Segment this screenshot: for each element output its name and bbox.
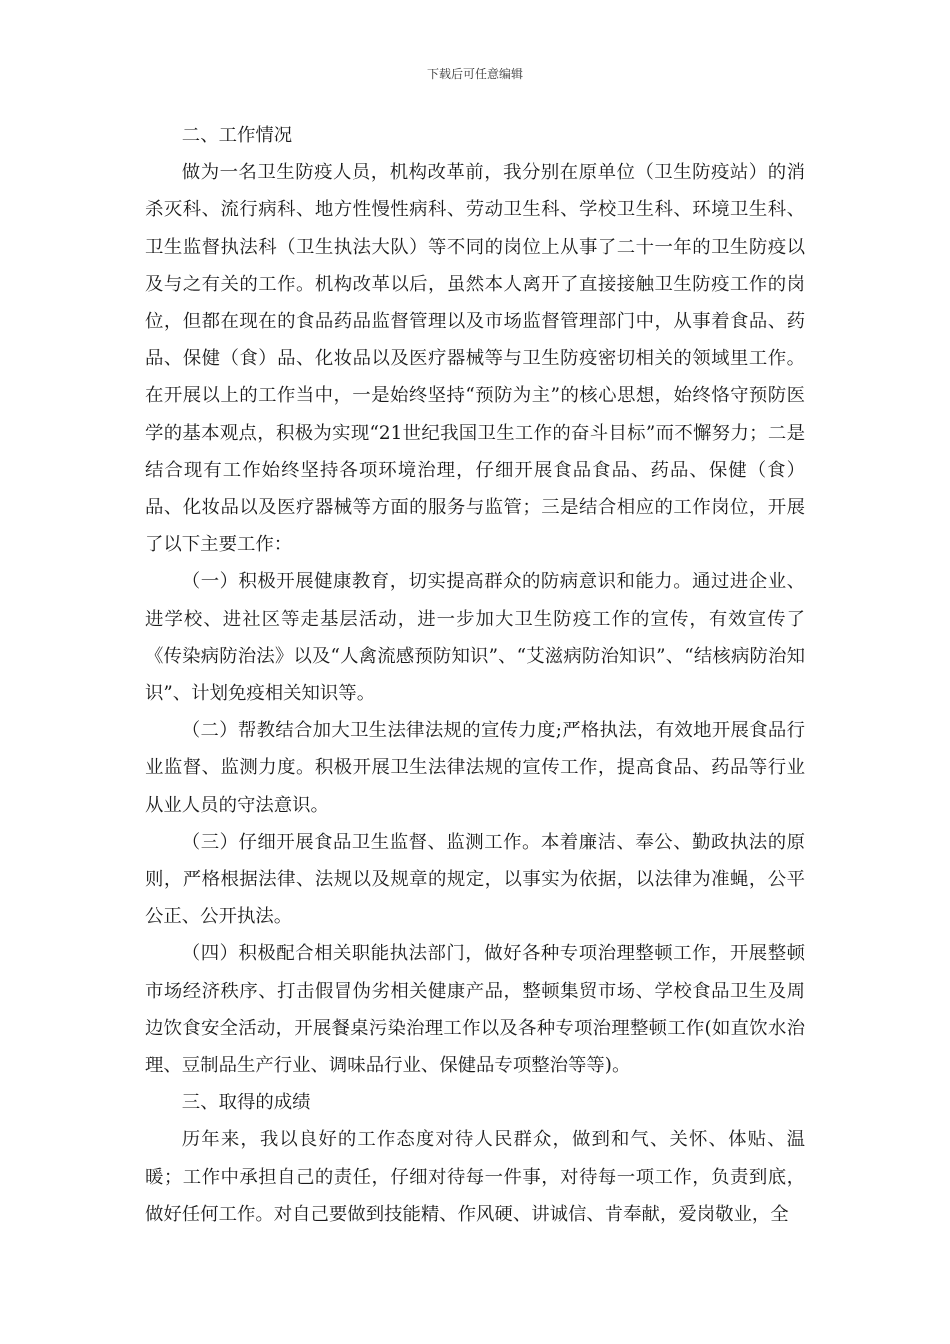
paragraph: 历年来，我以良好的工作态度对待人民群众，做到和气、关怀、体贴、温暖；工作中承担自己的责任，仔细对待每一件事，对待每一项工作，负责到底，做好任何工作。对自己要做到技能精、作风硬、讲诚信、肯奉献，爱岗敬业，全: [145, 1129, 805, 1225]
paragraph: （二）帮教结合加大卫生法律法规的宣传力度;严格执法，有效地开展食品行业监督、监测力度。积极开展卫生法律法规的宣传工作，提高食品、药品等行业从业人员的守法意识。: [145, 720, 805, 816]
document-body: [145, 117, 805, 1233]
paragraph: （四）积极配合相关职能执法部门，做好各种专项治理整顿工作，开展整顿市场经济秩序、打击假冒伪劣相关健康产品，整顿集贸市场、学校食品卫生及周边饮食安全活动，开展餐桌污染治理工作以及各种专项治理整顿工作(如直饮水治理、豆制品生产行业、调味品行业、保健品专项整治等等)。: [145, 943, 805, 1077]
section-heading: 三、取得的成绩: [181, 1092, 311, 1114]
paragraph: 做为一名卫生防疫人员，机构改革前，我分别在原单位（卫生防疫站）的消杀灭科、流行病科、地方性慢性病科、劳动卫生科、学校卫生科、环境卫生科、卫生监督执法科（卫生执法大队）等不同的岗位上从事了二十一年的卫生防疫以及与之有关的工作。机构改革以后，虽然本人离开了直接接触卫生防疫工作的岗位，但都在现在的食品药品监督管理以及市场监督管理部门中，从事着食品、药品、保健（食）品、化妆品以及医疗器械等与卫生防疫密切相关的领域里工作。在开展以上的工作当中，一是始终坚持“预防为主”的核心思想，始终恪守预防医学的基本观点，积极为实现“21世纪我国卫生工作的奋斗目标”而不懈努力；二是结合现有工作始终坚持各项环境治理，仔细开展食品食品、药品、保健（食）品、化妆品以及医疗器械等方面的服务与监管；三是结合相应的工作岗位，开展了以下主要工作：: [145, 162, 805, 556]
page-header: 下载后可任意编辑: [426, 67, 523, 81]
paragraph: （三）仔细开展食品卫生监督、监测工作。本着廉洁、奉公、勤政执法的原则，严格根据法律、法规以及规章的规定，以事实为依据，以法律为准蝇，公平公正、公开执法。: [145, 831, 805, 928]
paragraph: （一）积极开展健康教育，切实提高群众的防病意识和能力。通过进企业、进学校、进社区等走基层活动，进一步加大卫生防疫工作的宣传，有效宣传了《传染病防治法》以及“人禽流感预防知识”、“艾滋病防治知识”、“结核病防治知识”、计划免疫相关知识等。: [145, 571, 805, 705]
section-heading: 二、工作情况: [181, 125, 293, 146]
